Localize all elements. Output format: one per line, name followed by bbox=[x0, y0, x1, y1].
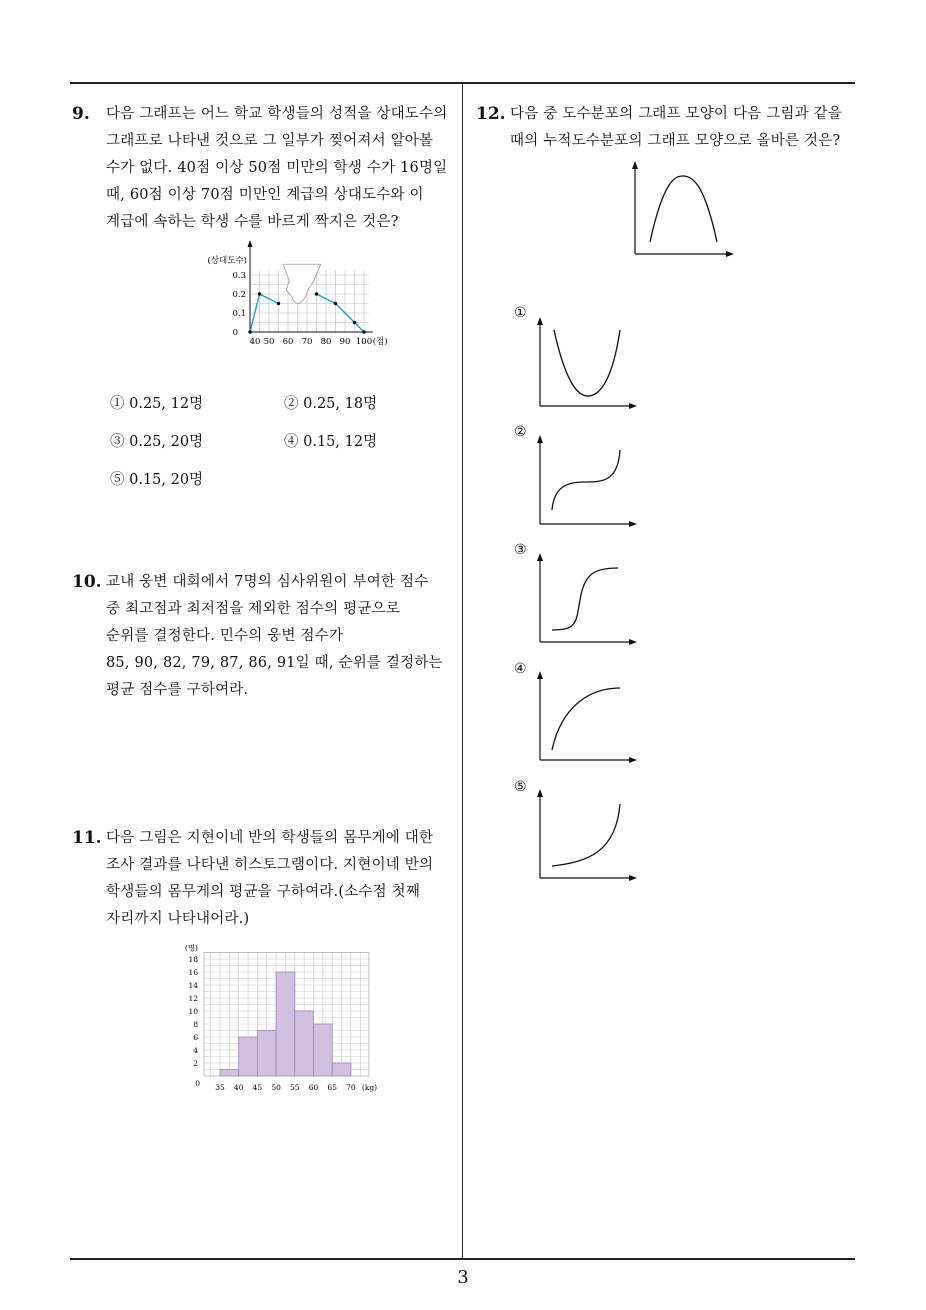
q11-x-tick-label: 60 bbox=[308, 1083, 319, 1092]
q9-line: 계급에 속하는 학생 수를 바르게 짝지은 것은? bbox=[106, 214, 399, 230]
q11-y-tick-label: 12 bbox=[188, 994, 198, 1003]
q9-x-tick-label: 60 bbox=[282, 337, 294, 347]
q9-y-tick-label: 0.1 bbox=[232, 309, 246, 319]
q9-line: 때, 60점 이상 70점 미만인 계급의 상대도수와 이 bbox=[106, 187, 424, 203]
q9-text bbox=[106, 101, 447, 236]
q10-number: 10. bbox=[72, 572, 102, 592]
q9-x-tick-label: 40 bbox=[249, 337, 261, 347]
q10-line: 85, 90, 82, 79, 87, 86, 91일 때, 순위를 결정하는 bbox=[106, 655, 443, 671]
q11-y-tick-label: 6 bbox=[193, 1033, 198, 1042]
q11-x-tick-label: 40 bbox=[233, 1083, 244, 1092]
q12-choice-label-1[interactable]: ① bbox=[514, 305, 527, 321]
q12-choice-label-3[interactable]: ③ bbox=[514, 542, 527, 558]
q9-x-axis-label: (점) bbox=[372, 337, 388, 347]
q9-data-point bbox=[248, 330, 251, 333]
q9-choice-3[interactable]: ③ 0.25, 20명 bbox=[110, 434, 204, 450]
q9-choice-4[interactable]: ④ 0.15, 12명 bbox=[284, 434, 378, 450]
q9-choice-5[interactable]: ⑤ 0.15, 20명 bbox=[110, 472, 204, 488]
q9-x-tick-label: 90 bbox=[339, 337, 351, 347]
q11-weight-histogram bbox=[178, 938, 400, 1098]
q11-histogram-bar bbox=[332, 1063, 351, 1076]
q12-choice-label-2[interactable]: ② bbox=[514, 424, 527, 440]
q11-y-axis-label: (명) bbox=[184, 943, 198, 953]
q12-choice-1-graph[interactable] bbox=[532, 314, 642, 414]
q9-torn-region bbox=[283, 264, 321, 303]
q10-line: 중 최고점과 최저점을 제외한 점수의 평균으로 bbox=[106, 601, 400, 617]
q12-choice-2-graph[interactable] bbox=[532, 432, 642, 532]
q11-line: 다음 그림은 지현이네 반의 학생들의 몸무게에 대한 bbox=[106, 830, 434, 846]
q11-x-tick-label: 70 bbox=[346, 1083, 356, 1092]
q11-x-tick-label: 65 bbox=[327, 1083, 337, 1092]
q9-choice-1[interactable]: ① 0.25, 12명 bbox=[110, 396, 204, 412]
q11-number: 11. bbox=[72, 828, 102, 848]
q11-histogram-bar bbox=[276, 972, 295, 1076]
q10-line: 순위를 결정한다. 민수의 웅변 점수가 bbox=[106, 628, 344, 644]
q11-x-axis-label: (kg) bbox=[361, 1083, 378, 1092]
q9-data-point bbox=[353, 321, 356, 324]
q9-x-tick-label: 70 bbox=[301, 337, 313, 347]
q12-text bbox=[510, 101, 842, 155]
q9-line: 수가 없다. 40점 이상 50점 미만의 학생 수가 16명일 bbox=[106, 160, 448, 176]
q11-histogram-bar bbox=[314, 1024, 333, 1076]
q9-data-point bbox=[362, 330, 365, 333]
q9-line: 다음 그래프는 어느 학교 학생들의 성적을 상대도수의 bbox=[106, 106, 448, 122]
q11-y-tick-label: 10 bbox=[188, 1007, 198, 1016]
q9-choice-2[interactable]: ② 0.25, 18명 bbox=[284, 396, 378, 412]
q12-line: 다음 중 도수분포의 그래프 모양이 다음 그림과 같을 bbox=[510, 106, 843, 122]
q12-choice-3-graph[interactable] bbox=[532, 550, 642, 650]
q11-y-tick-label: 4 bbox=[193, 1046, 198, 1055]
q11-x-tick-label: 35 bbox=[215, 1083, 225, 1092]
q9-y-arrow bbox=[248, 240, 253, 247]
q9-y-tick-label: 0.2 bbox=[232, 290, 246, 300]
q9-x-tick-label: 50 bbox=[263, 337, 275, 347]
q9-data-point bbox=[334, 302, 337, 305]
q12-choice-5-graph[interactable] bbox=[532, 786, 642, 886]
q12-choice-label-4[interactable]: ④ bbox=[514, 661, 527, 677]
q11-x-tick-label: 55 bbox=[290, 1083, 300, 1092]
q9-y-tick-label: 0.3 bbox=[232, 271, 246, 281]
q11-histogram-bar bbox=[239, 1037, 258, 1076]
q11-line: 조사 결과를 나타낸 히스토그램이다. 지현이네 반의 bbox=[106, 857, 434, 873]
q9-y-axis-label: (상대도수) bbox=[207, 256, 247, 266]
bottom-rule bbox=[70, 1258, 855, 1260]
q9-data-point bbox=[315, 292, 318, 295]
q12-choice-label-5[interactable]: ⑤ bbox=[514, 779, 527, 795]
q11-y-tick-label: 18 bbox=[188, 955, 198, 964]
q12-frequency-shape-graph bbox=[626, 158, 736, 262]
q10-line: 교내 웅변 대회에서 7명의 심사위원이 부여한 점수 bbox=[106, 574, 429, 590]
page-number: 3 bbox=[457, 1267, 469, 1288]
q11-y-tick-label: 16 bbox=[188, 968, 198, 977]
q9-x-tick-label: 100 bbox=[355, 337, 373, 347]
column-divider bbox=[462, 82, 463, 1258]
q11-text bbox=[106, 825, 433, 933]
q11-x-tick-label: 50 bbox=[271, 1083, 281, 1092]
q9-line: 그래프로 나타낸 것으로 그 일부가 찢어져서 알아볼 bbox=[106, 133, 434, 149]
q9-x-tick-label: 80 bbox=[320, 337, 332, 347]
q9-relative-frequency-chart bbox=[190, 238, 388, 350]
q11-y-tick-label: 2 bbox=[193, 1059, 198, 1068]
q10-text bbox=[106, 569, 443, 704]
q9-data-point bbox=[277, 302, 280, 305]
q11-line: 자리까지 나타내어라.) bbox=[106, 911, 250, 927]
q9-number: 9. bbox=[72, 104, 90, 124]
q12-line: 때의 누적도수분포의 그래프 모양으로 올바른 것은? bbox=[510, 133, 841, 149]
q11-histogram-bar bbox=[257, 1031, 276, 1077]
q12-number: 12. bbox=[476, 104, 506, 124]
q11-line: 학생들의 몸무게의 평균을 구하여라.(소수점 첫째 bbox=[106, 884, 421, 900]
q11-histogram-bar bbox=[220, 1070, 239, 1077]
q11-histogram-bar bbox=[295, 1011, 314, 1076]
q10-line: 평균 점수를 구하여라. bbox=[106, 682, 249, 698]
q11-x-tick-label: 45 bbox=[252, 1083, 263, 1092]
q11-y-tick-label: 14 bbox=[188, 981, 198, 990]
q12-choice-4-graph[interactable] bbox=[532, 668, 642, 768]
q11-x-tick-label: 0 bbox=[195, 1079, 200, 1088]
q9-y-tick-label: 0 bbox=[232, 328, 238, 338]
q11-y-tick-label: 8 bbox=[193, 1020, 198, 1029]
q9-data-point bbox=[258, 292, 261, 295]
